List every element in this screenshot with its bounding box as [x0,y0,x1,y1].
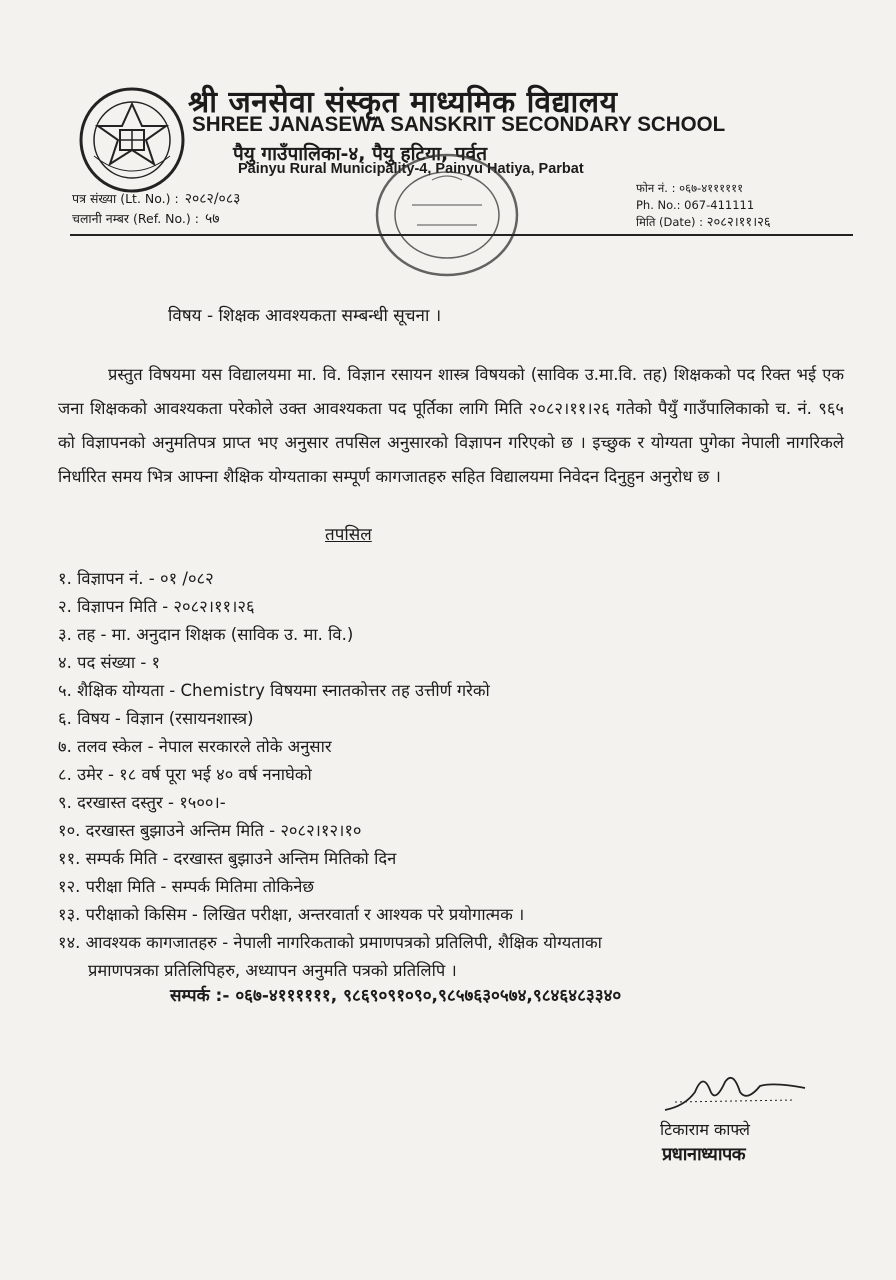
list-item: ८. उमेर - १८ वर्ष पूरा भई ४० वर्ष ननाघेको [58,765,312,784]
list-item [58,929,798,985]
letterhead-divider [70,234,853,236]
date-label: मिति (Date) : [636,215,704,229]
list-item: १३. परीक्षाको किसिम - लिखित परीक्षा, अन्तरवार्ता र आश्यक परे प्रयोगात्मक । [58,905,525,924]
list-item-line: १४. आवश्यक कागजातहरु - नेपाली नागरिकताको प्रमाणपत्रको प्रतिलिपी, शैक्षिक योग्यताका [58,933,602,952]
list-item: ९. दरखास्त दस्तुर - १५००।- [58,793,226,812]
list-item: ४. पद संख्या - १ [58,653,161,672]
school-stamp-icon [372,150,522,280]
school-logo [78,86,186,194]
address-nepali: पैयु गाउँपालिका-४, पैयु हटिया, पर्वत [233,143,488,165]
signatory-name: टिकाराम काफ्ले [660,1120,751,1139]
ref-no: ५७ [204,211,220,227]
notice-body: प्रस्तुत विषयमा यस विद्यालयमा मा. वि. विज्ञान रसायन शास्त्र विषयको (साविक उ.मा.वि. तह) शिक्षकको पद रिक्त भई एक जना शिक्षकको आवश्यकता परेकोले उक्त आवश्यकता पद पूर्तिका लागि मिति २०८२।११।२६ गतेको पैयुँ गाउँपालिकाको च. नं. ९६५ को विज्ञापनको अनुमतिपत्र प्राप्त भए अनुसार तपसिल अनुसारको विज्ञापन गरिएको छ । इच्छुक र योग्यता पुगेका नेपाली नागरिकले निर्धारित समय भित्र आफ्ना शैक्षिक योग्यताका सम्पूर्ण कागजातहरु सहित विद्यालयमा निवेदन दिनुहुन अनुरोध छ । [58,364,844,486]
ref-no-label: चलानी नम्बर (Ref. No.) : [72,211,199,226]
list-item: ११. सम्पर्क मिति - दरखास्त बुझाउने अन्तिम मितिको दिन [58,849,397,868]
list-item: १०. दरखास्त बुझाउने अन्तिम मिति - २०८२।१२।१० [58,821,362,840]
phone-nepali: फोन नं. : ०६७-४११११११ [636,181,744,195]
list-item-line: प्रमाणपत्रका प्रतिलिपिहरु, अध्यापन अनुमति पत्रको प्रतिलिपि । [88,961,457,980]
signature-icon [655,1062,815,1122]
list-item: १. विज्ञापन नं. - ०१ /०८२ [58,569,214,588]
list-item: १२. परीक्षा मिति - सम्पर्क मितिमा तोकिनेछ [58,877,314,896]
list-item: २. विज्ञापन मिति - २०८२।११।२६ [58,597,255,616]
details-heading: तपसिल [325,525,372,545]
letter-no: २०८२/०८३ [184,191,241,207]
list-item: ३. तह - मा. अनुदान शिक्षक (साविक उ. मा. वि.) [58,625,354,644]
list-item: ५. शैक्षिक योग्यता - Chemistry विषयमा स्नातकोत्तर तह उत्तीर्ण गरेको [58,681,490,700]
signatory-title: प्रधानाध्यापक [662,1144,746,1165]
school-name-english: SHREE JANASEWA SANSKRIT SECONDARY SCHOOL [192,113,726,136]
address-english: Painyu Rural Municipality-4, Painyu Hatiya, Parbat [238,161,584,177]
list-item: ७. तलव स्केल - नेपाल सरकारले तोके अनुसार [58,737,332,756]
date: २०८२।११।२६ [706,215,771,230]
contact-date-block [636,180,771,231]
list-item: ६. विषय - विज्ञान (रसायनशास्त्र) [58,709,254,728]
phone-english: Ph. No.: 067-411111 [636,198,755,212]
contact-numbers: सम्पर्क :- ०६७-४११११११, ९८६९०९१०९०,९८५७६३०५७४,९८४६४८३३४० [170,986,622,1006]
details-list [58,565,798,985]
school-name-nepali: श्री जनसेवा संस्कृत माध्यमिक विद्यालय [188,85,618,120]
letter-reference-block [72,189,240,229]
notice-subject: विषय - शिक्षक आवश्यकता सम्बन्धी सूचना । [168,306,442,326]
letter-no-label: पत्र संख्या (Lt. No.) : [72,191,179,206]
